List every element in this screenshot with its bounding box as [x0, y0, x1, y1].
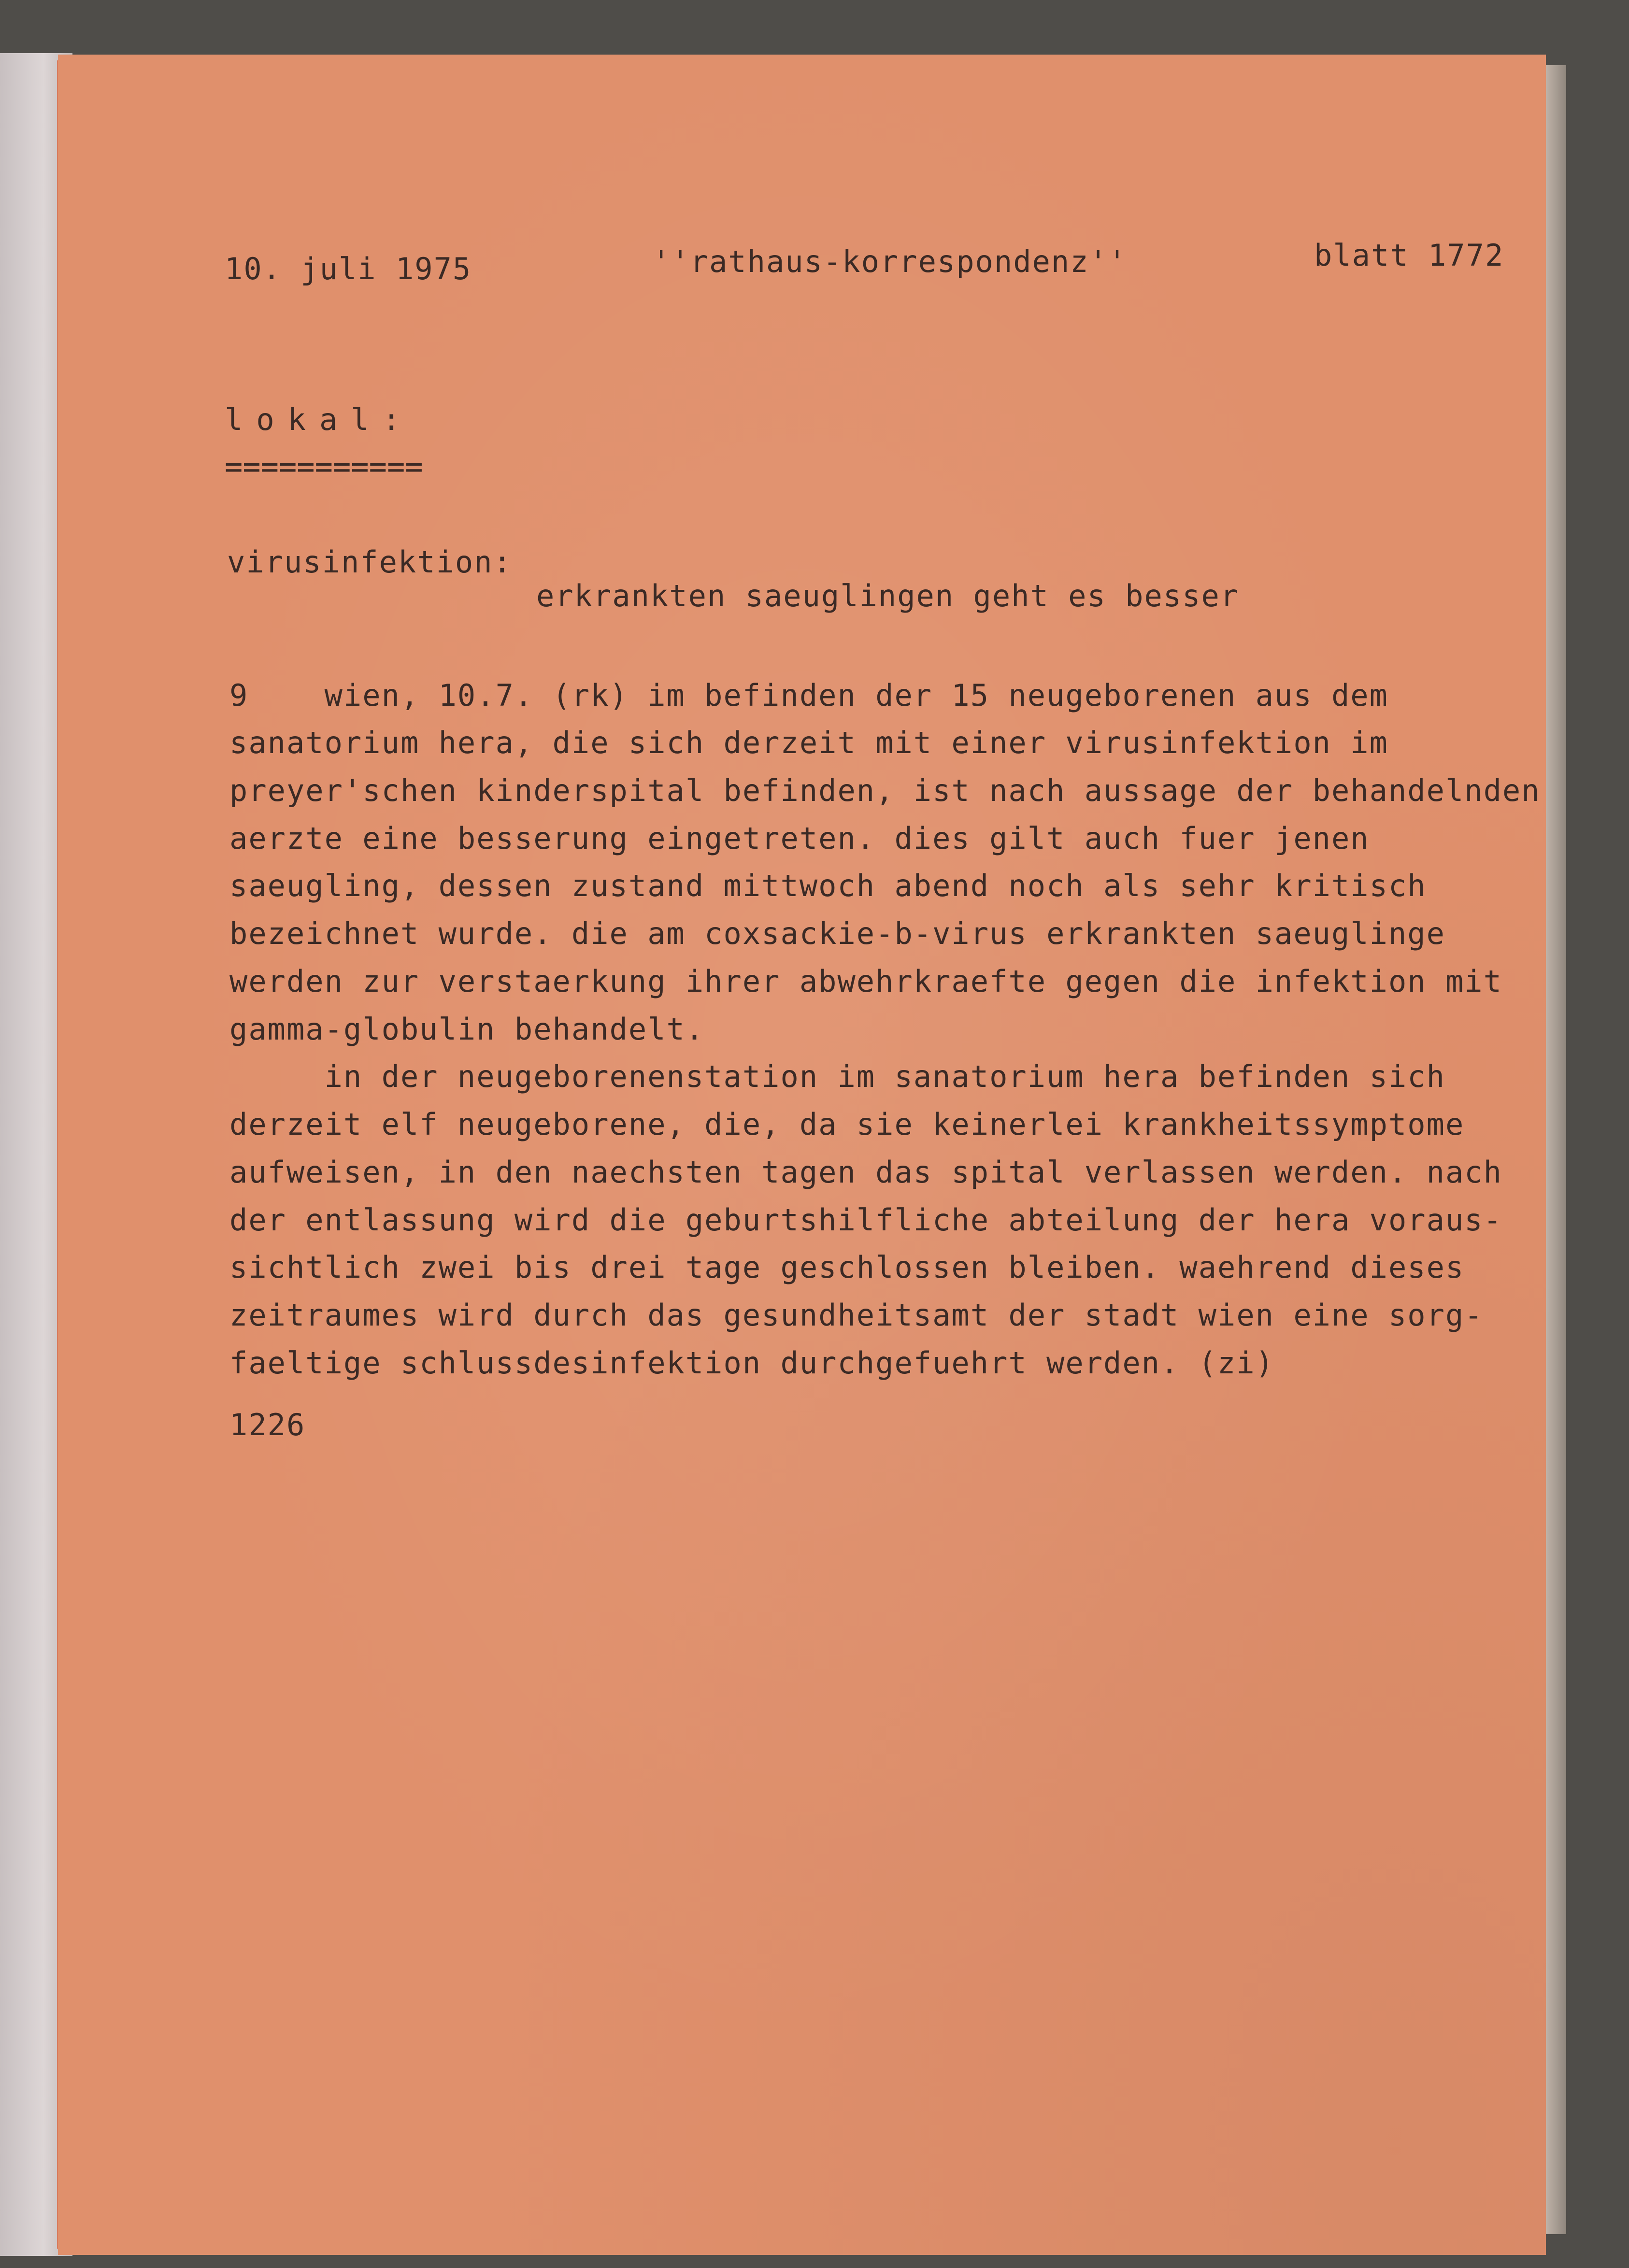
article-body-line: derzeit elf neugeborene, die, da sie keinerlei krankheitssymptome [229, 1107, 1465, 1142]
article-body-line: saeugling, dessen zustand mittwoch abend noch als sehr kritisch [229, 868, 1427, 903]
section-rule: =========== [225, 449, 423, 484]
article-headline: erkrankten saeuglingen geht es besser [536, 578, 1240, 613]
article-body-line: in der neugeborenenstation im sanatorium hera befinden sich [229, 1059, 1445, 1094]
article-topic: virusinfektion: [227, 544, 512, 580]
article-body-line: sanatorium hera, die sich derzeit mit einer virusinfektion im [229, 725, 1388, 760]
header-publication: ''rathaus-korrespondenz'' [652, 244, 1128, 279]
article-body-line: werden zur verstaerkung ihrer abwehrkraefte gegen die infektion mit [229, 964, 1502, 999]
document-sheet [58, 55, 1546, 2255]
article-body-line: zeitraumes wird durch das gesundheitsamt der stadt wien eine sorg- [229, 1298, 1484, 1333]
article-body-line: der entlassung wird die geburtshilfliche abteilung der hera voraus- [229, 1202, 1502, 1238]
article-body-line: 9 wien, 10.7. (rk) im befinden der 15 neugeborenen aus dem [229, 678, 1388, 713]
header-sheet-number: blatt 1772 [1314, 238, 1504, 273]
section-label: lokal: [225, 402, 414, 437]
article-body-line: gamma-globulin behandelt. [229, 1012, 705, 1047]
article-reference-number: 1226 [229, 1407, 306, 1442]
article-body-line: sichtlich zwei bis drei tage geschlossen bleiben. waehrend dieses [229, 1250, 1465, 1285]
article-body-line: aufweisen, in den naechsten tagen das spital verlassen werden. nach [229, 1155, 1502, 1190]
article-body-line: aerzte eine besserung eingetreten. dies gilt auch fuer jenen [229, 821, 1370, 856]
article-body-line: bezeichnet wurde. die am coxsackie-b-virus erkrankten saeuglinge [229, 916, 1445, 951]
header-date: 10. juli 1975 [225, 251, 472, 286]
article-body-line: preyer'schen kinderspital befinden, ist nach aussage der behandelnden [229, 773, 1541, 808]
article-body-line: faeltige schlussdesinfektion durchgefuehrt werden. (zi) [229, 1345, 1274, 1381]
